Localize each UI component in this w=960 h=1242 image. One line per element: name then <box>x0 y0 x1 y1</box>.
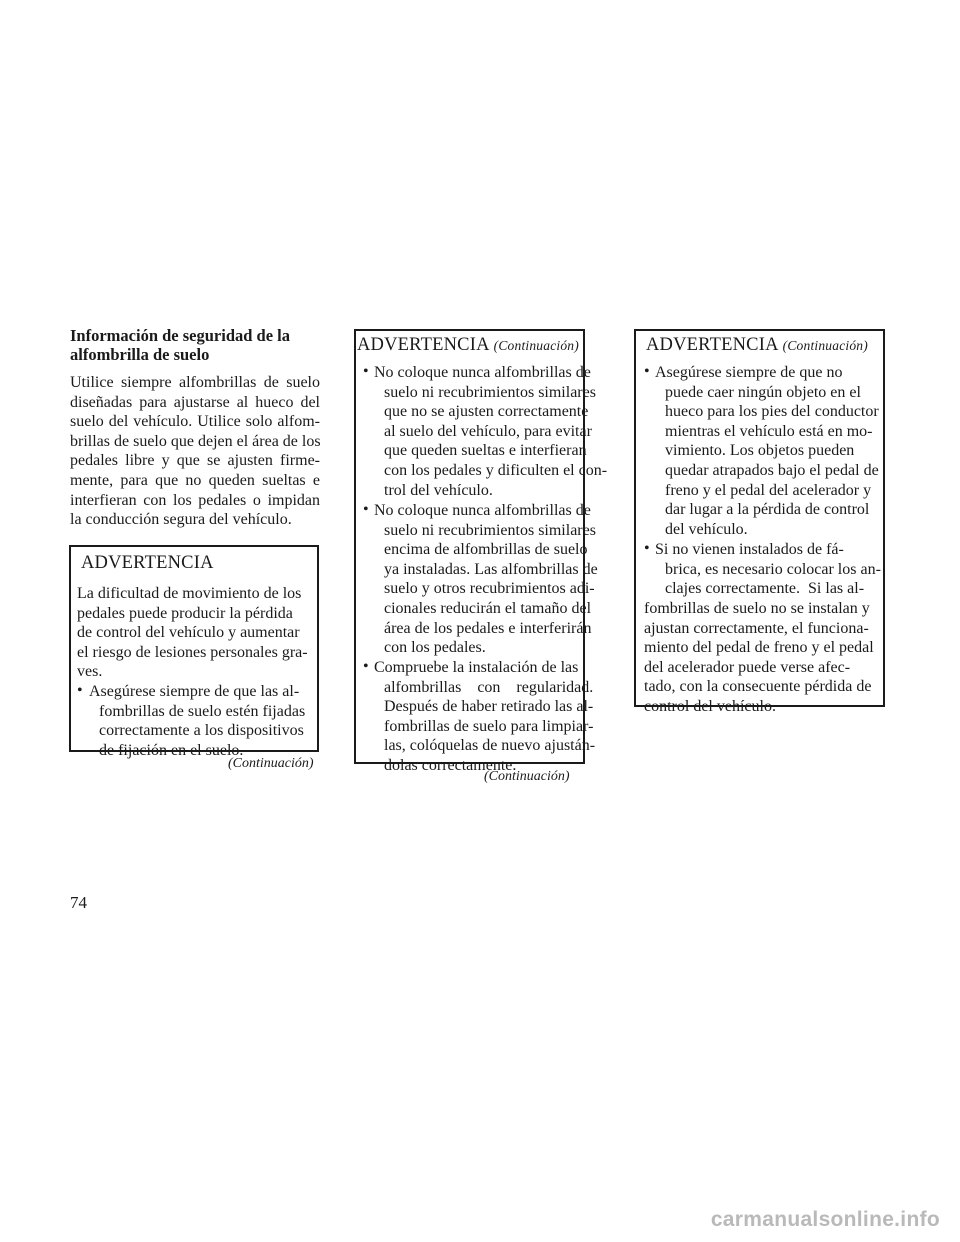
paragraph-line: brillas de suelo que dejen el área de los <box>70 432 321 450</box>
bullet-icon: • <box>644 540 650 557</box>
warning-tail <box>644 599 874 717</box>
warning-line: fombrillas de suelo no se instalan y <box>644 600 870 617</box>
warning-line: vimiento. Los objetos pueden <box>665 442 855 460</box>
bullet-icon: • <box>363 658 369 675</box>
warning-line: suelo ni recubrimientos similares <box>384 521 596 539</box>
warning-line: con los pedales. <box>384 639 486 657</box>
warning-bullet <box>655 540 881 599</box>
warning-bullet <box>374 363 607 500</box>
warning-line: mientras el vehículo está en mo- <box>665 422 873 440</box>
warning-bullet <box>655 363 879 539</box>
paragraph-line: suelo del vehículo. Utilice solo alfom- <box>70 413 320 431</box>
warning-line: que no se ajusten correctamente <box>384 403 589 421</box>
paragraph-line: interfieran con los pedales o impidan <box>70 491 320 509</box>
paragraph-line: pedales libre y que se ajusten firme- <box>70 452 320 470</box>
watermark: carmanualsonline.info <box>710 1208 940 1231</box>
warning-box-2 <box>354 329 608 774</box>
warning-line: área de los pedales e interferirán <box>384 619 592 637</box>
warning-line: control del vehículo. <box>644 697 776 715</box>
warning-line: hueco para los pies del conductor <box>665 403 879 421</box>
warning-line: fombrillas de suelo estén fijadas <box>99 702 306 720</box>
warning-line: clajes correctamente. Si las al- <box>665 580 865 598</box>
warning-line: las, colóquelas de nuevo ajustán- <box>384 737 596 755</box>
continued-label: (Continuación) <box>484 769 570 784</box>
heading-line: Información de seguridad de la <box>70 326 291 345</box>
warning-line: miento del pedal de freno y el pedal <box>644 639 874 657</box>
warning-line: quedar atrapados bajo el pedal de <box>665 461 879 479</box>
warning-title <box>646 335 868 356</box>
warning-line: puede caer ningún objeto en el <box>665 383 861 401</box>
warning-title-suffix: (Continuación) <box>782 338 868 353</box>
warning-line: Asegúrese siempre de que no <box>655 364 843 381</box>
warning-line: con los pedales y dificulten el con- <box>384 461 608 479</box>
warning-line: suelo y otros recubrimientos adi- <box>384 580 595 598</box>
paragraph-line: mente, para que no queden sueltas e <box>70 471 320 489</box>
warning-line: el riesgo de lesiones personales gra- <box>77 643 308 661</box>
warning-line: dolas correctamente. <box>384 756 517 774</box>
bullet-icon: • <box>363 501 369 518</box>
bullet-icon: • <box>363 363 369 380</box>
warning-title <box>357 335 579 356</box>
warning-line: que queden sueltas e interfieran <box>384 442 587 460</box>
warning-line: correctamente a los dispositivos <box>99 722 304 740</box>
warning-line: Si no vienen instalados de fá- <box>655 541 844 558</box>
warning-line: No coloque nunca alfombrillas de <box>374 502 591 519</box>
warning-title-text: ADVERTENCIA <box>646 335 779 355</box>
warning-line: Después de haber retirado las al- <box>384 698 594 716</box>
warning-bullet <box>374 658 595 776</box>
warning-line: dar lugar a la pérdida de control <box>665 501 870 519</box>
warning-line: del vehículo. <box>665 520 748 538</box>
warning-line: de fijación en el suelo. <box>99 741 244 759</box>
warning-line: encima de alfombrillas de suelo <box>384 541 588 559</box>
warning-intro <box>77 584 313 682</box>
paragraph-line: Utilice siempre alfombrillas de suelo <box>70 374 320 391</box>
page-number: 74 <box>70 893 87 912</box>
warning-line: ves. <box>77 663 103 681</box>
warning-line: trol del vehículo. <box>384 481 493 499</box>
warning-title-text: ADVERTENCIA <box>357 335 490 355</box>
intro-paragraph <box>70 373 320 530</box>
warning-line: de control del vehículo y aumentar <box>77 624 300 642</box>
warning-line: fombrillas de suelo para limpiar- <box>384 717 594 735</box>
warning-line: alfombrillas con regularidad. <box>384 678 594 696</box>
warning-bullet <box>89 682 305 760</box>
warning-line: suelo ni recubrimientos similares <box>384 383 596 401</box>
bullet-icon: • <box>77 682 83 699</box>
paragraph-line: diseñadas para ajustarse al hueco del <box>70 393 320 411</box>
paragraph-line: la conducción segura del vehículo. <box>70 511 292 529</box>
heading-line: alfombrilla de suelo <box>70 345 210 364</box>
warning-line: Asegúrese siempre de que las al- <box>89 683 300 700</box>
warning-bullet <box>374 501 598 658</box>
warning-line: No coloque nunca alfombrillas de <box>374 364 591 381</box>
continued-label: (Continuación) <box>228 756 314 771</box>
warning-box-3 <box>634 329 885 715</box>
warning-line: del acelerador puede verse afec- <box>644 658 851 676</box>
warning-line: freno y el pedal del acelerador y <box>665 481 872 499</box>
warning-title-suffix: (Continuación) <box>493 338 579 353</box>
warning-line: pedales puede producir la pérdida <box>77 604 293 622</box>
warning-line: tado, con la consecuente pérdida de <box>644 678 872 696</box>
warning-line: al suelo del vehículo, para evitar <box>384 422 592 440</box>
warning-line: Compruebe la instalación de las <box>374 659 579 676</box>
warning-line: ya instaladas. Las alfombrillas de <box>384 560 598 578</box>
warning-line: cionales reducirán el tamaño del <box>384 599 592 617</box>
section-heading <box>70 326 320 364</box>
bullet-icon: • <box>644 363 650 380</box>
warning-box-1 <box>69 545 319 759</box>
warning-line: La dificultad de movimiento de los <box>77 585 302 602</box>
warning-line: brica, es necesario colocar los an- <box>665 560 881 578</box>
warning-title: ADVERTENCIA <box>81 553 214 573</box>
warning-line: ajustan correctamente, el funciona- <box>644 619 869 637</box>
